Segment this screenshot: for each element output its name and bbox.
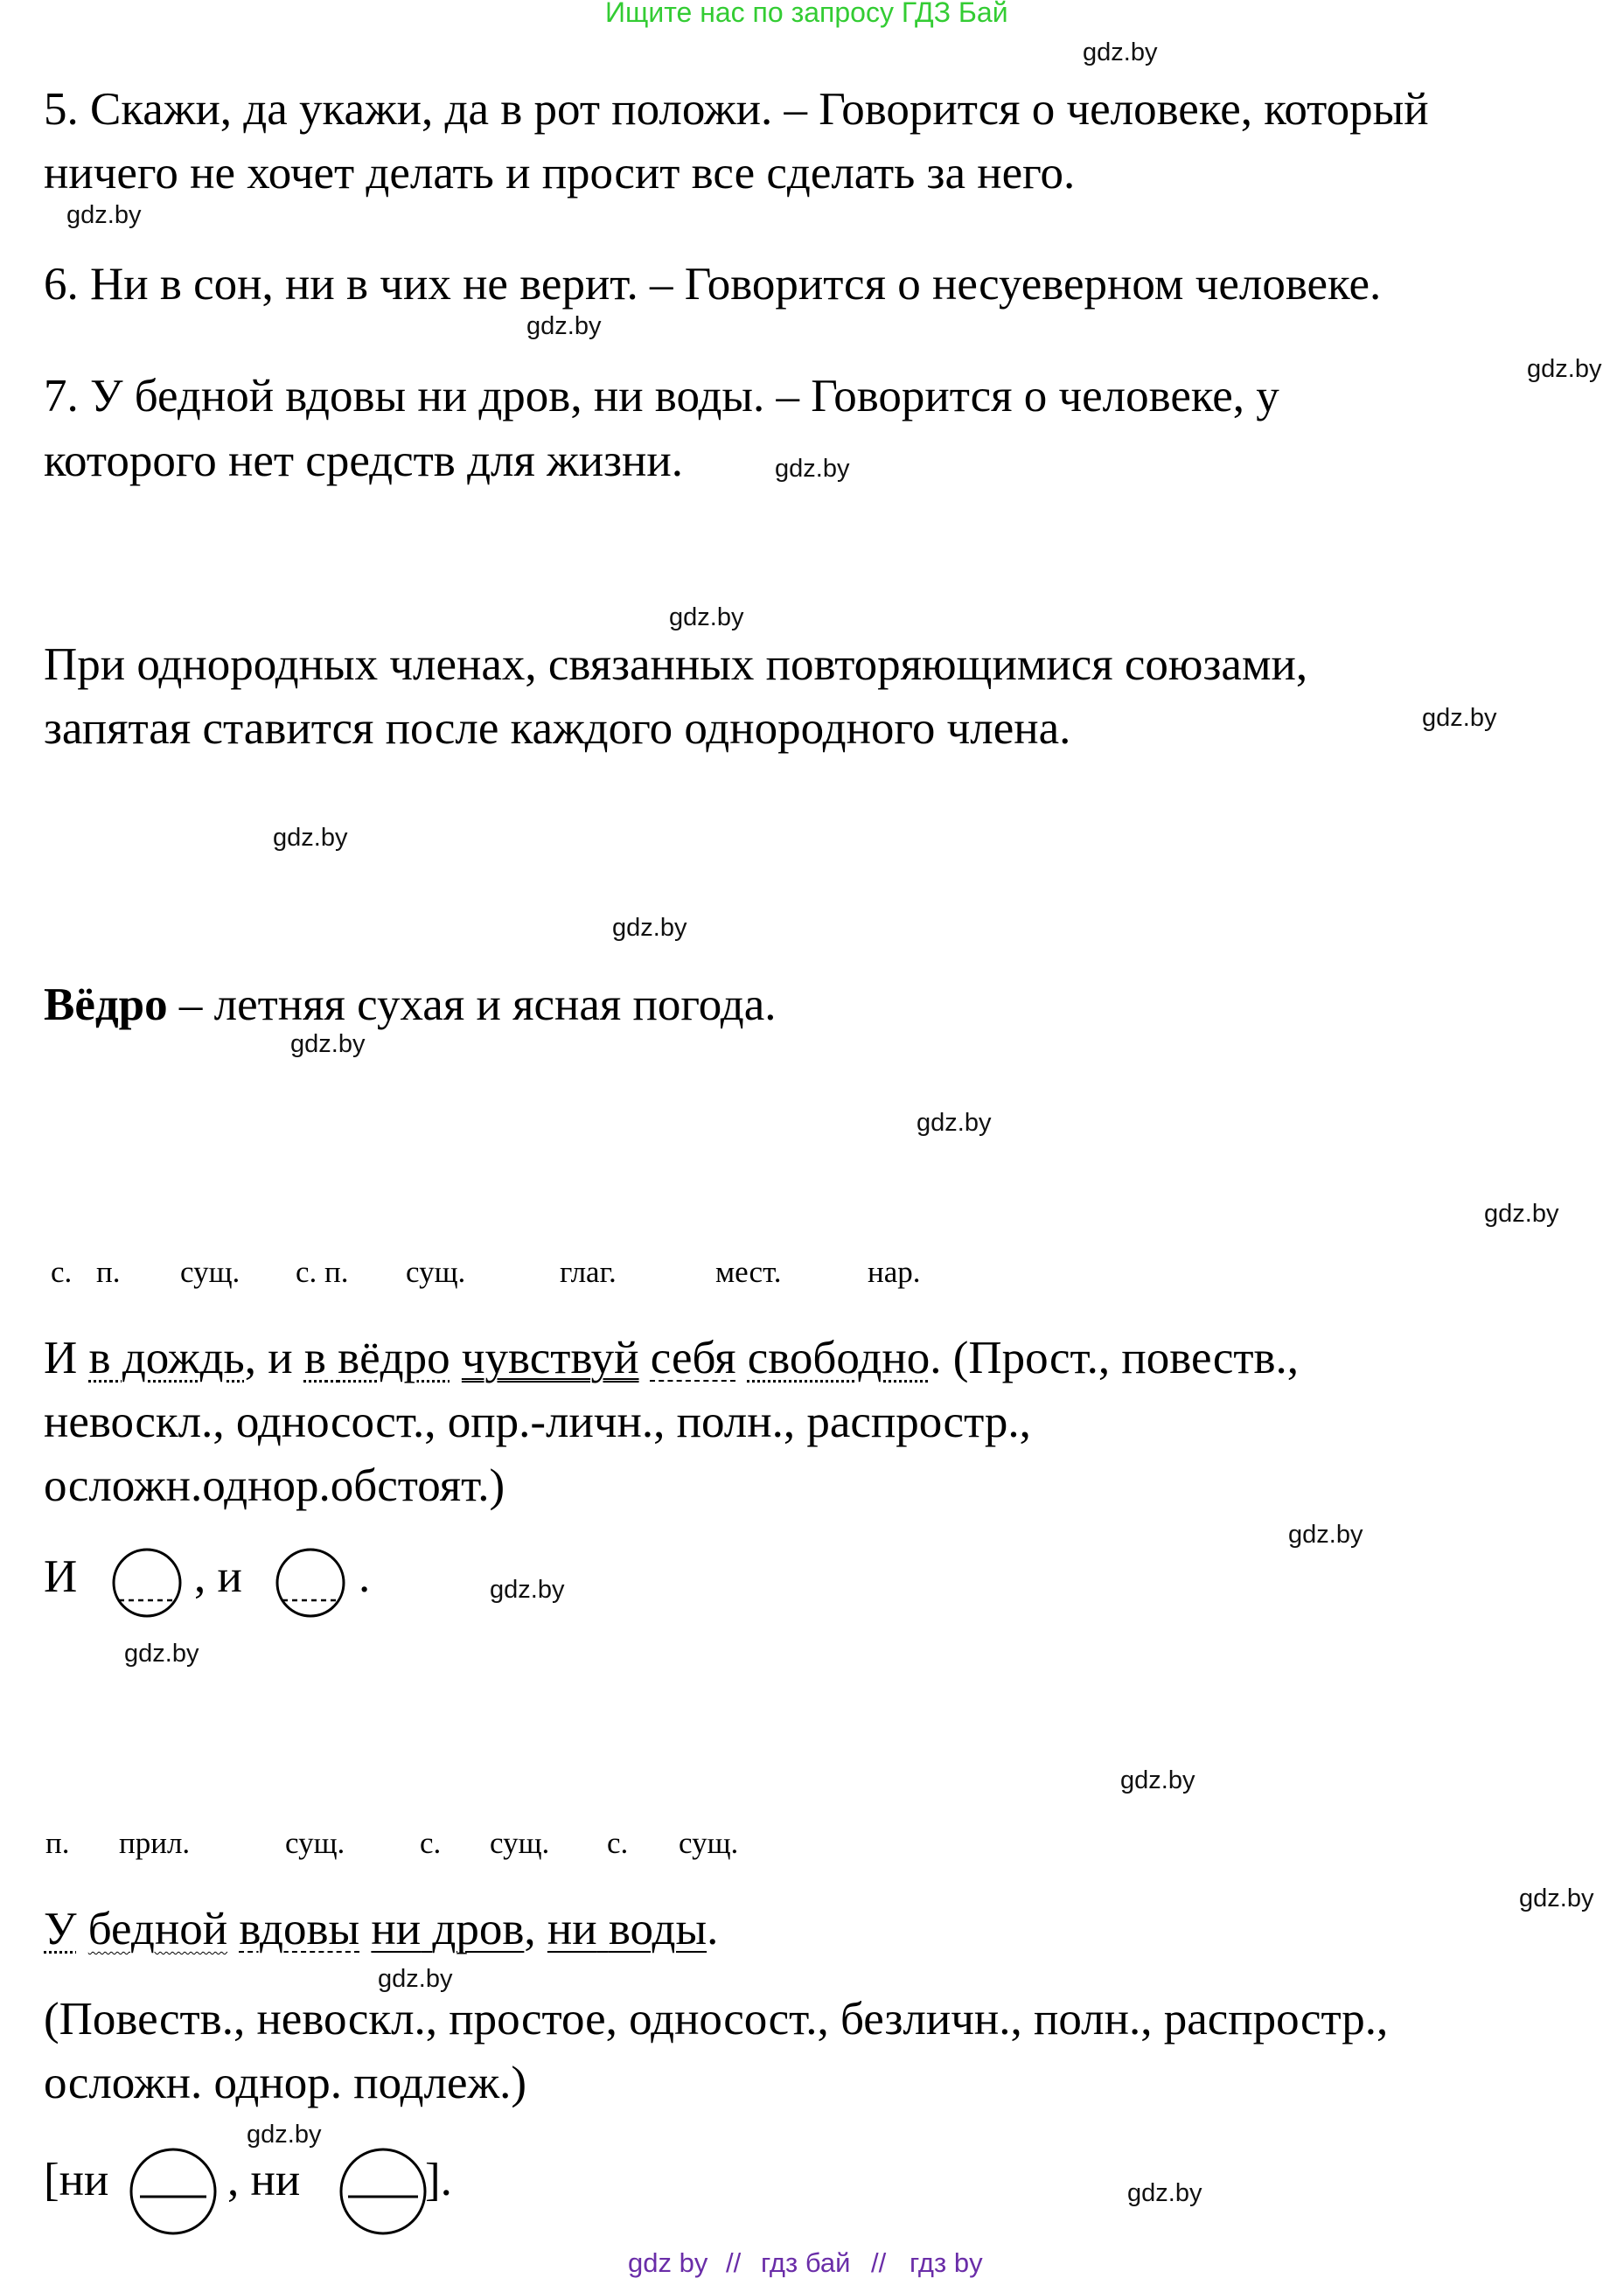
pos-label: мест. xyxy=(715,1255,782,1289)
homogeneous-circle xyxy=(277,1550,344,1616)
watermark: gdz.by xyxy=(526,312,602,340)
pos-label: сущ. xyxy=(679,1826,739,1860)
item-7-line-1: 7. У бедной вдовы ни дров, ни воды. – Говорится о человеке, у xyxy=(44,371,1279,421)
definition xyxy=(44,972,776,1037)
word: И xyxy=(44,1333,89,1383)
watermark: gdz.by xyxy=(66,201,142,229)
footer-separator: // xyxy=(726,2247,742,2278)
pos-label: с. xyxy=(420,1826,442,1860)
watermark: gdz.by xyxy=(1120,1766,1195,1794)
watermark: gdz.by xyxy=(1519,1884,1594,1912)
sentence-1-line-3: осложн.однор.обстоят.) xyxy=(44,1460,505,1511)
scheme-2-comma: , ни xyxy=(227,2155,301,2205)
word: свободно xyxy=(747,1333,930,1383)
word: ни xyxy=(547,1904,597,1954)
watermark: gdz.by xyxy=(124,1640,199,1668)
watermark: gdz.by xyxy=(917,1109,992,1137)
scheme-1-start: И xyxy=(44,1551,78,1602)
word: себя xyxy=(650,1333,736,1383)
word xyxy=(359,1904,371,1954)
word: вёдро xyxy=(338,1333,450,1383)
homogeneous-circle xyxy=(341,2149,425,2233)
watermark: gdz.by xyxy=(775,455,850,483)
rule-line-1: При однородных членах, связанных повторяющимися союзами, xyxy=(44,639,1308,690)
word: чувствуй xyxy=(461,1333,639,1383)
watermark: gdz.by xyxy=(1527,355,1602,383)
item-5-line-1: 5. Скажи, да укажи, да в рот положи. – Говорится о человеке, который xyxy=(44,84,1429,135)
top-banner[interactable]: Ищите нас по запросу ГДЗ Бай xyxy=(605,0,1008,28)
word xyxy=(639,1333,651,1383)
scheme-2 xyxy=(35,2134,472,2252)
scheme-1-end: . xyxy=(359,1551,371,1602)
word: , xyxy=(524,1904,547,1954)
word xyxy=(77,1904,88,1954)
footer-link-gdz-bai[interactable]: гдз бай xyxy=(761,2247,851,2278)
word: в xyxy=(88,1333,111,1383)
pos-label: глаг. xyxy=(560,1255,617,1289)
watermark: gdz.by xyxy=(247,2121,322,2149)
watermark: gdz.by xyxy=(612,914,687,942)
word: . (Прост., повеств., xyxy=(930,1333,1300,1383)
watermark: gdz.by xyxy=(490,1576,565,1604)
pos-label: с. п. xyxy=(296,1255,349,1289)
word xyxy=(450,1333,462,1383)
pos-label: п. xyxy=(45,1826,70,1860)
watermark: gdz.by xyxy=(290,1030,366,1058)
item-6-line-1: 6. Ни в сон, ни в чих не верит. – Говорится о несуеверном человеке. xyxy=(44,259,1382,310)
watermark: gdz.by xyxy=(1484,1200,1559,1228)
definition-text: – летняя сухая и ясная погода. xyxy=(167,979,777,1030)
watermark: gdz.by xyxy=(1083,38,1158,66)
footer-link-gdz-by-ru[interactable]: гдз by xyxy=(910,2247,983,2278)
item-7-line-2: которого нет средств для жизни. xyxy=(44,435,684,486)
scheme-2-end: ]. xyxy=(425,2155,452,2205)
pos-label: с. xyxy=(51,1255,73,1289)
word xyxy=(227,1904,239,1954)
watermark: gdz.by xyxy=(273,824,348,852)
sentence-2-line-2: (Повеств., невоскл., простое, односост., безличн., полн., распростр., xyxy=(44,1994,1389,2045)
word: , и xyxy=(244,1333,304,1383)
word xyxy=(326,1333,338,1383)
watermark: gdz.by xyxy=(669,603,744,631)
sentence-2-line-3: осложн. однор. подлеж.) xyxy=(44,2058,527,2108)
pos-label: сущ. xyxy=(406,1255,466,1289)
word xyxy=(421,1904,432,1954)
watermark: gdz.by xyxy=(378,1965,453,1993)
watermark: gdz.by xyxy=(1127,2179,1202,2207)
word xyxy=(736,1333,748,1383)
footer-link-gdz-by[interactable]: gdz by xyxy=(628,2247,708,2278)
watermark: gdz.by xyxy=(1288,1521,1363,1549)
scheme-2-start: [ни xyxy=(44,2155,109,2205)
item-5-line-2: ничего не хочет делать и просит все сделать за него. xyxy=(44,148,1076,199)
word: дров xyxy=(432,1904,525,1954)
sentence-1-line-2: невоскл., односост., опр.-личн., полн., распростр., xyxy=(44,1397,1031,1447)
rule-line-2: запятая ставится после каждого однородного члена. xyxy=(44,703,1071,754)
word: У xyxy=(44,1904,77,1954)
word: воды xyxy=(608,1904,707,1954)
word: в xyxy=(303,1333,326,1383)
word xyxy=(111,1333,122,1383)
word: . xyxy=(707,1904,719,1954)
word: вдовы xyxy=(239,1904,360,1954)
scheme-1 xyxy=(35,1530,402,1635)
pos-label: сущ. xyxy=(490,1826,550,1860)
footer-separator: // xyxy=(871,2247,887,2278)
sentence-1-line-1 xyxy=(44,1326,1299,1390)
word: бедной xyxy=(87,1904,228,1954)
word: ни xyxy=(371,1904,422,1954)
homogeneous-circle xyxy=(114,1550,180,1616)
pos-label: нар. xyxy=(868,1255,921,1289)
word: дождь xyxy=(122,1333,245,1383)
watermark: gdz.by xyxy=(1422,704,1497,732)
pos-label: сущ. xyxy=(180,1255,240,1289)
pos-label: п. xyxy=(96,1255,121,1289)
pos-label: прил. xyxy=(119,1826,191,1860)
pos-label: с. xyxy=(607,1826,629,1860)
homogeneous-circle xyxy=(131,2149,215,2233)
sentence-2-line-1 xyxy=(44,1897,718,1961)
word xyxy=(597,1904,609,1954)
pos-label: сущ. xyxy=(285,1826,345,1860)
definition-term: Вёдро xyxy=(44,979,168,1030)
scheme-1-comma: , и xyxy=(194,1551,242,1602)
